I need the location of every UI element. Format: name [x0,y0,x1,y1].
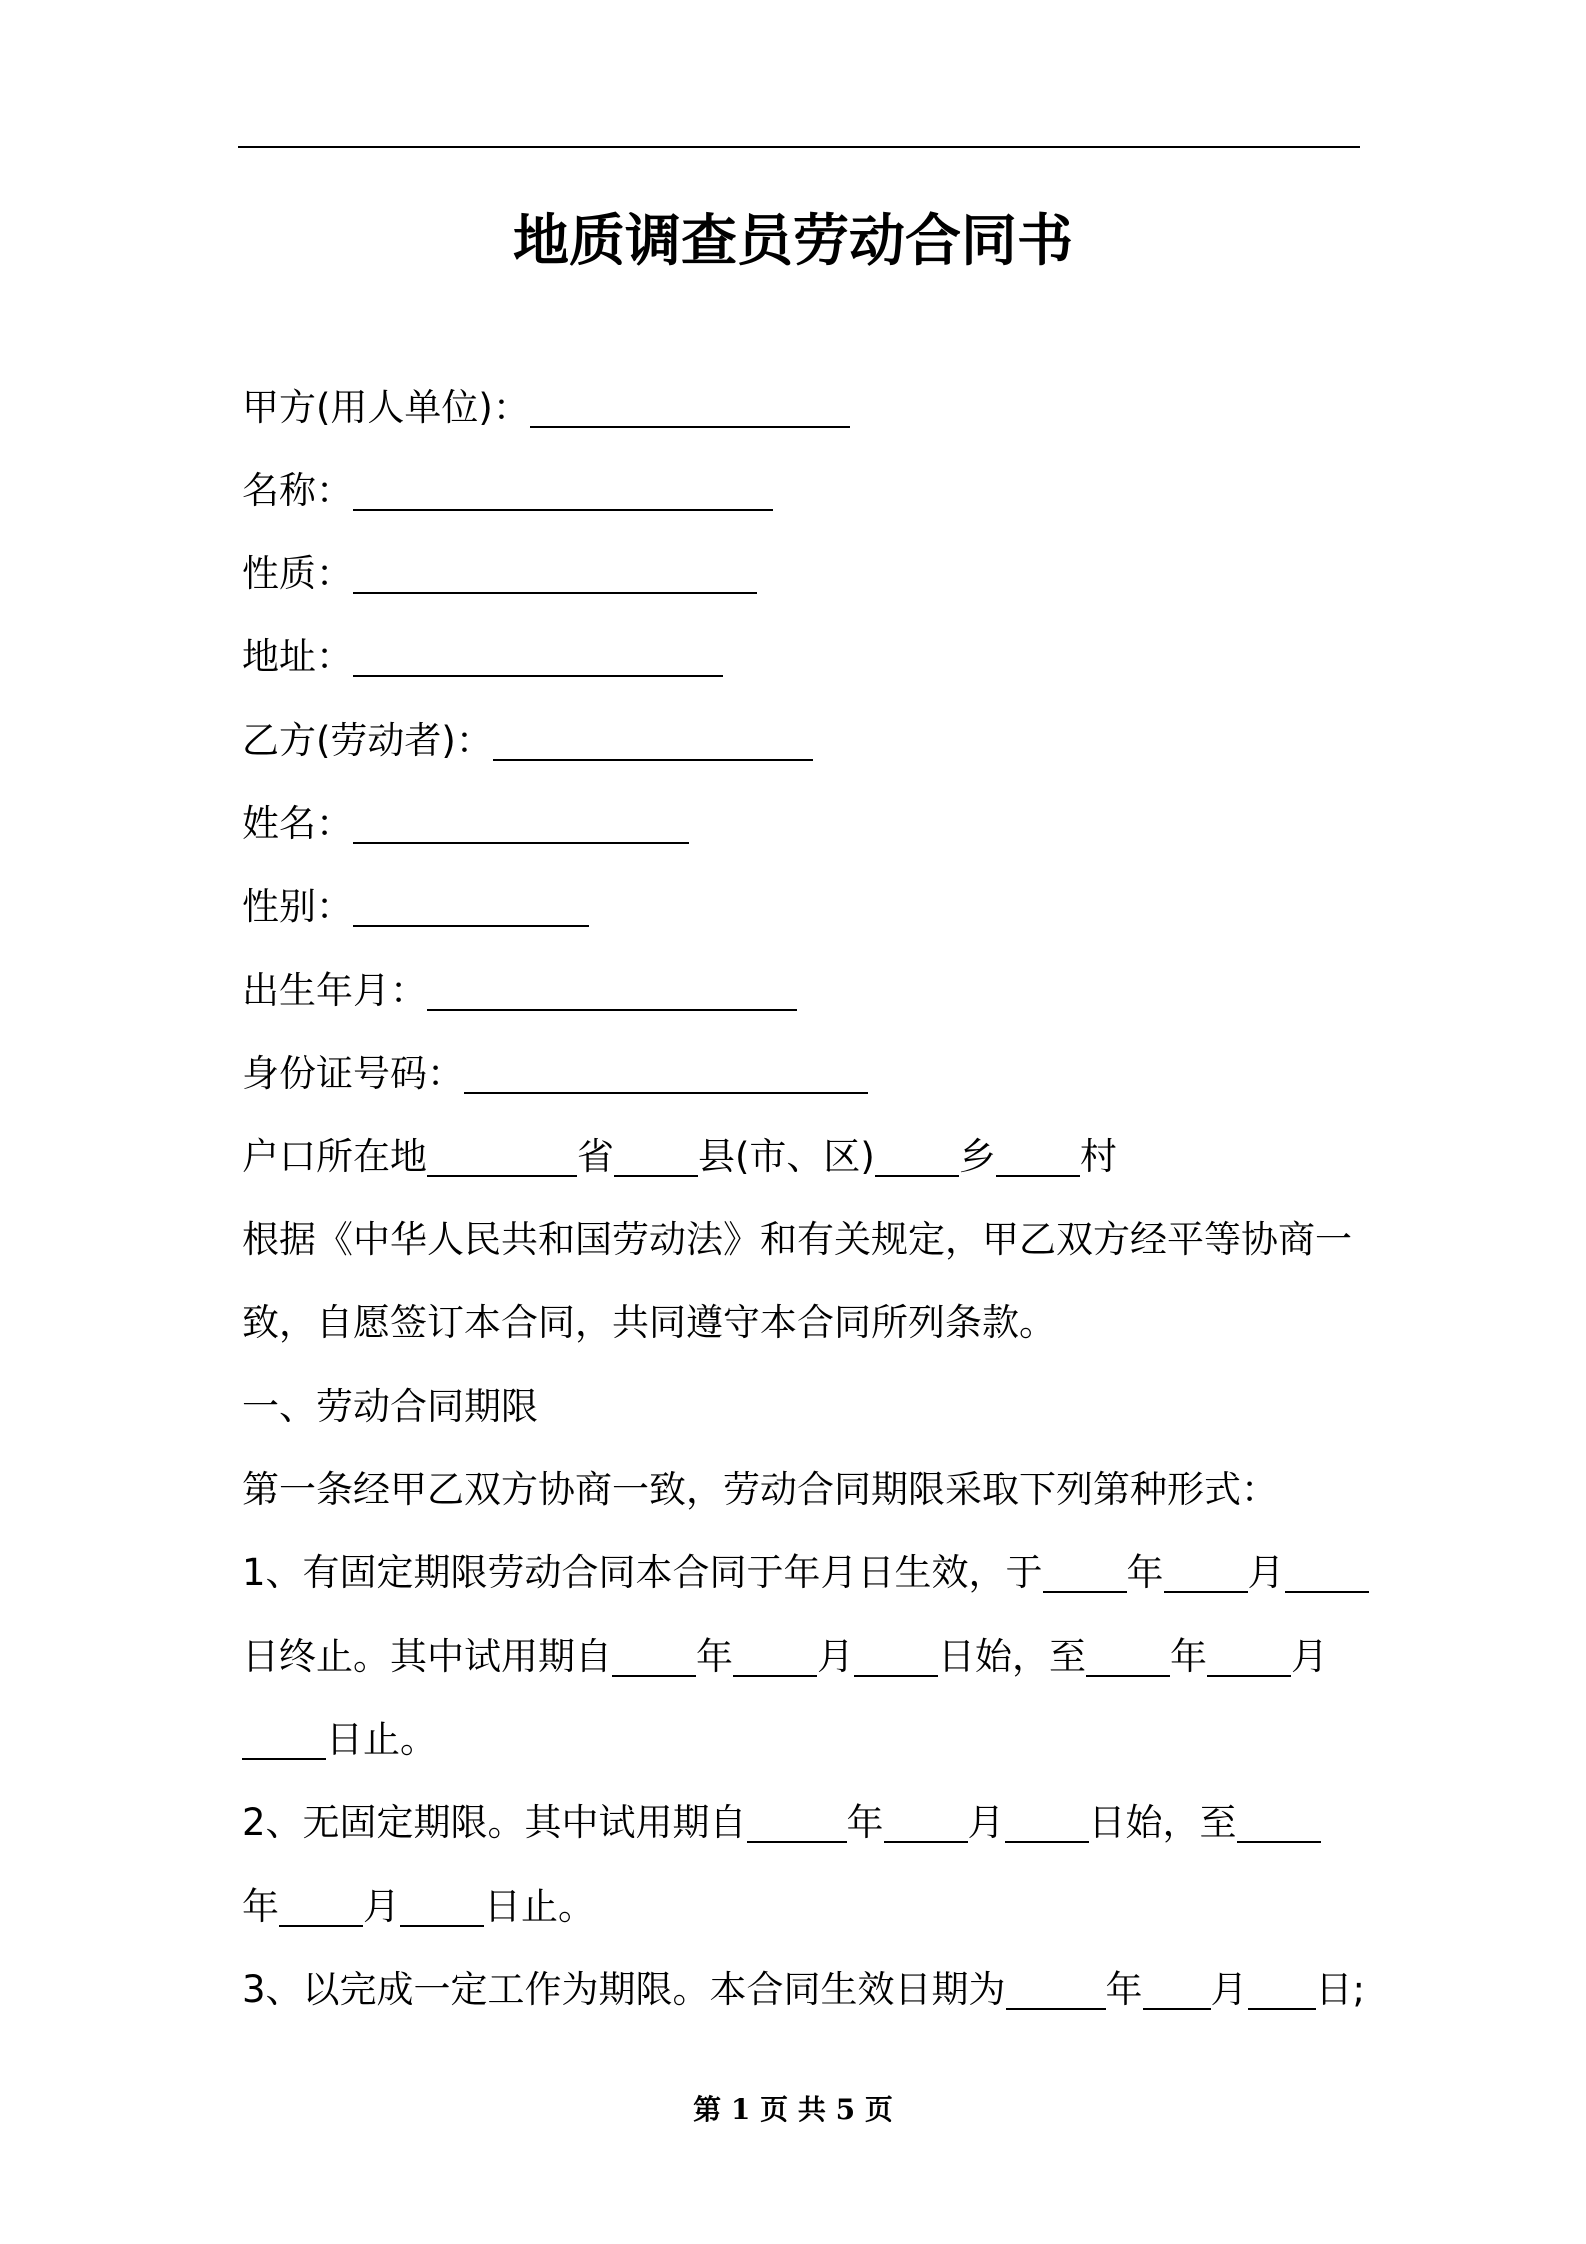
body-line [242,466,773,516]
body-text: 户口所在地 [242,1135,427,1178]
body-text: 日止。 [484,1885,595,1928]
fill-in-blank [1248,1974,1316,2010]
body-text: 年 [1170,1635,1207,1678]
body-text: 一、劳动合同期限 [242,1385,538,1428]
fill-in-blank [875,1141,959,1177]
body-text: 日始，至 [938,1635,1086,1678]
body-line [242,1382,538,1432]
fill-in-blank [427,1141,577,1177]
fill-in-blank [493,725,813,761]
body-text: 县(市、区) [698,1135,875,1178]
fill-in-blank [1086,1641,1170,1677]
body-line [242,1798,1321,1848]
fill-in-blank [854,1641,938,1677]
fill-in-blank [1006,1974,1106,2010]
body-text: 乡 [958,1135,996,1178]
header-rule [238,146,1360,148]
fill-in-blank [279,1891,363,1927]
fill-in-blank [353,641,723,677]
fill-in-blank [996,1141,1080,1177]
fill-in-blank [733,1641,817,1677]
body-line [242,1965,1365,2015]
body-line [242,632,723,682]
body-line [242,549,757,599]
body-line [242,1132,1117,1182]
body-text: 年 [242,1885,279,1928]
fill-in-blank [614,1141,698,1177]
body-text: 性别： [242,885,353,928]
body-line [242,1049,868,1099]
body-line [242,383,850,433]
body-text: 出生年月： [242,969,427,1012]
body-text: 月 [967,1801,1005,1844]
fill-in-blank [353,808,689,844]
fill-in-blank [400,1891,484,1927]
body-text: 年 [1105,1968,1143,2011]
fill-in-blank [1043,1557,1127,1593]
fill-in-blank [1285,1557,1369,1593]
body-text: 第一条经甲乙双方协商一致，劳动合同期限采取下列第种形式： [242,1468,1278,1511]
body-line [242,1465,1278,1515]
body-text: 月 [1291,1635,1328,1678]
body-text: 月 [363,1885,400,1928]
body-text: 性质： [242,552,353,595]
body-line [242,716,813,766]
body-text: 身份证号码： [242,1052,464,1095]
body-line [242,1882,595,1932]
body-line [242,966,797,1016]
fill-in-blank [353,558,757,594]
fill-in-blank [1005,1807,1089,1843]
body-text: 地址： [242,635,353,678]
body-text: 日始，至 [1088,1801,1237,1844]
body-text: 甲方(用人单位)： [242,386,530,429]
fill-in-blank [353,891,589,927]
fill-in-blank [1143,1974,1211,2010]
body-text: 乙方(劳动者)： [242,719,493,762]
body-line [242,1632,1328,1682]
body-line [242,1715,437,1765]
body-text: 村 [1079,1135,1117,1178]
fill-in-blank [747,1807,847,1843]
page-footer: 第 1 页 共 5 页 [693,2093,893,2126]
fill-in-blank [353,475,773,511]
fill-in-blank [242,1724,326,1760]
fill-in-blank [464,1058,868,1094]
body-line [242,799,689,849]
body-text: 根据《中华人民共和国劳动法》和有关规定，甲乙双方经平等协商一 [242,1218,1352,1261]
body-text: 致，自愿签订本合同，共同遵守本合同所列条款。 [242,1301,1056,1344]
body-text: 年 [1126,1551,1164,1594]
body-text: 月 [1247,1551,1285,1594]
fill-in-blank [1207,1641,1291,1677]
fill-in-blank [1164,1557,1248,1593]
body-text: 日; [1315,1968,1366,2011]
body-text: 年 [696,1635,733,1678]
body-text: 月 [817,1635,854,1678]
body-line [242,1298,1056,1348]
body-text: 名称： [242,469,353,512]
fill-in-blank [884,1807,968,1843]
body-text: 姓名： [242,802,353,845]
document-title: 地质调查员劳动合同书 [513,209,1073,274]
fill-in-blank [1237,1807,1321,1843]
body-text: 省 [577,1135,614,1178]
fill-in-blank [612,1641,696,1677]
body-text: 月 [1210,1968,1248,2011]
body-text: 年 [846,1801,884,1844]
body-text: 3、以完成一定工作为期限。本合同生效日期为 [242,1968,1006,2011]
body-line [242,1548,1369,1598]
body-text: 日止。 [326,1718,437,1761]
body-text: 1、有固定期限劳动合同本合同于年月日生效，于 [242,1551,1043,1594]
body-line [242,1215,1352,1265]
body-text: 2、无固定期限。其中试用期自 [242,1801,747,1844]
fill-in-blank [530,392,850,428]
fill-in-blank [427,975,797,1011]
body-line [242,882,589,932]
body-text: 日终止。其中试用期自 [242,1635,612,1678]
